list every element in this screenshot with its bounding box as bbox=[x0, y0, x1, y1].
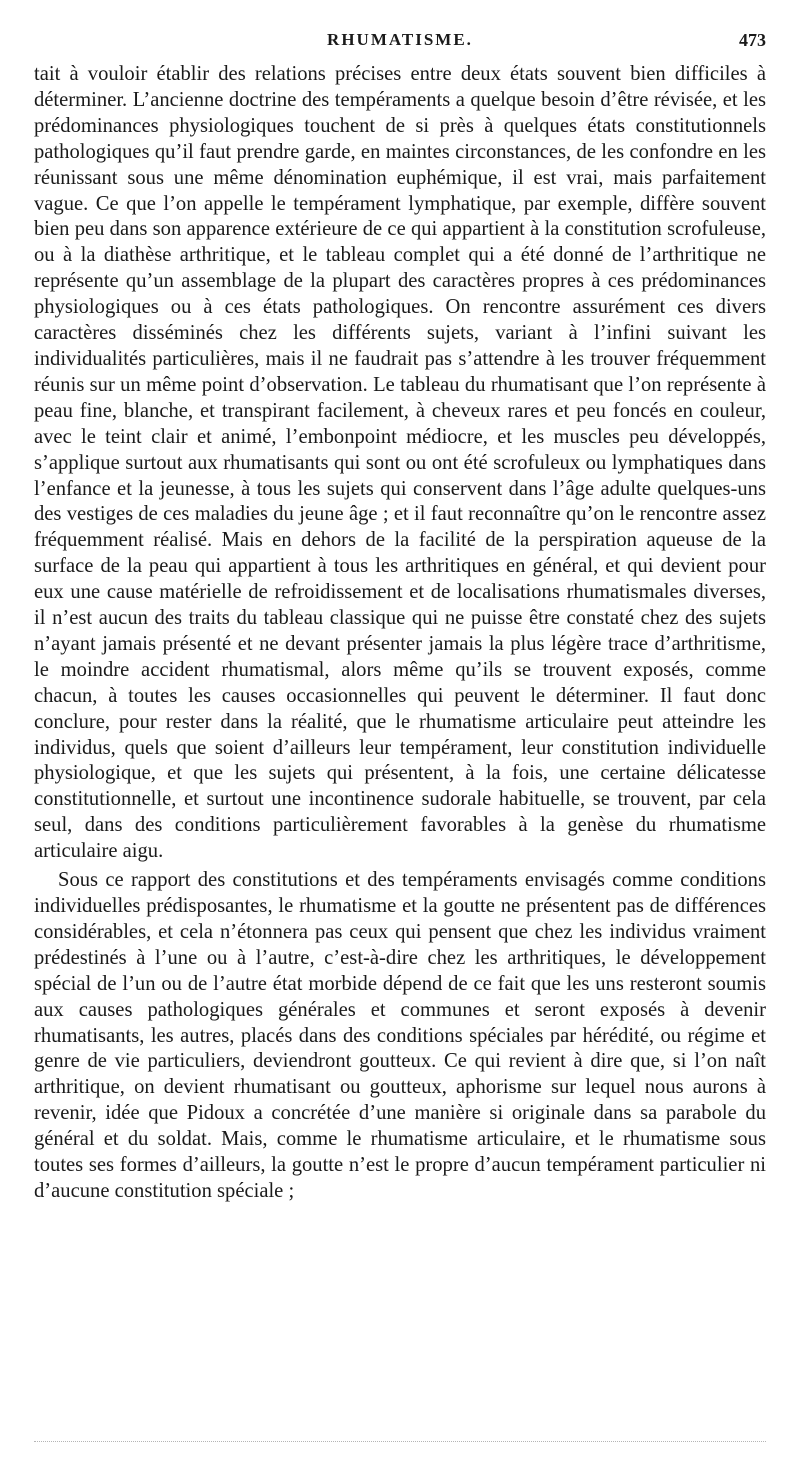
paragraph-2: Sous ce rapport des constitutions et des tempéraments envisagés comme conditions individuelles prédisposantes, le rhumatisme et la goutte ne présentent pas de différences considérables, et cela n’étonnera pas ceux qui pensent que chez les individus vraiment prédestinés à l’une ou à l’autre, c’est-à-dire chez les arthritiques, le développement spécial de l’un ou de l’autre état morbide dépend de ce fait que les uns resteront soumis aux causes pathologiques générales et communes et seront exposés à devenir rhumatisants, les autres, placés dans des conditions spéciales par hérédité, ou régime et genre de vie particuliers, deviendront goutteux. Ce qui revient à dire que, si l’on naît arthritique, on devient rhumatisant ou goutteux, aphorisme sur lequel nous aurons à revenir, idée que Pidoux a concrétée d’une manière si originale dans sa parabole du général et du soldat. Mais, comme le rhumatisme articulaire, et le rhumatisme sous toutes ses formes d’ailleurs, la goutte n’est le propre d’aucun tempérament particulier ni d’aucune constitution spéciale ; bbox=[34, 869, 766, 1202]
body-text bbox=[34, 62, 766, 1205]
paragraph-1: tait à vouloir établir des relations précises entre deux états souvent bien difficiles à déterminer. L’ancienne doctrine des tempéraments a quelque besoin d’être révisée, et les prédominances physiologiques touchent de si près à quelques états constitutionnels pathologiques qu’il faut prendre garde, en maintes circonstances, de les confondre en les réunissant sous une même dénomination euphémique, il est vrai, mais parfaitement vague. Ce que l’on appelle le tempérament lymphatique, par exemple, diffère souvent bien peu dans son apparence extérieure de ce qui appartient à la constitution scrofuleuse, ou à la diathèse arthritique, et le tableau complet qui a été donné de l’arthritique ne représente qu’un assemblage de la plupart des caractères propres à ces prédominances physiologiques ou à ces états pathologiques. On rencontre assurément ces divers caractères disséminés chez les différents sujets, variant à l’infini suivant les individualités particulières, mais il ne faudrait pas s’attendre à les trouver fréquemment réunis sur un même point d’observation. Le tableau du rhumatisant que l’on représente à peau fine, blanche, et transpirant facilement, à cheveux rares et peu foncés en couleur, avec le teint clair et animé, l’embonpoint médiocre, et les muscles peu développés, s’applique surtout aux rhumatisants qui sont ou ont été scrofuleux ou lymphatiques dans l’enfance et la jeunesse, à tous les sujets qui conservent dans l’âge adulte quelques-uns des vestiges de ces maladies du jeune âge ; et il faut reconnaître qu’on le rencontre assez fréquemment réalisé. Mais en dehors de la facilité de la perspiration aqueuse de la surface de la peau qui appartient à tous les arthritiques en général, et qui devient pour eux une cause matérielle de refroidissement et de localisations rhumatismales diverses, il n’est aucun des traits du tableau classique qui ne puisse être constaté chez des sujets n’ayant jamais présenté et ne devant présenter jamais la plus légère trace d’arthritisme, le moindre accident rhumatismal, alors même qu’ils se trouvent exposés, comme chacun, à toutes les causes occasionnelles qui peuvent le déterminer. Il faut donc conclure, pour rester dans la réalité, que le rhumatisme articulaire peut atteindre les individus, quels que soient d’ailleurs leur tempérament, leur constitution individuelle physiologique, et que les sujets qui présentent, à la fois, une certaine délicatesse constitutionnelle, et surtout une incontinence sudorale habituelle, se trouvent, par cela seul, dans des conditions particulièrement favorables à la genèse du rhumatisme articulaire aigu. bbox=[34, 63, 766, 863]
page-number: 473 bbox=[739, 30, 766, 50]
page-header bbox=[34, 30, 766, 56]
footer-rule bbox=[34, 1441, 766, 1442]
running-title: RHUMATISME. bbox=[327, 30, 473, 49]
